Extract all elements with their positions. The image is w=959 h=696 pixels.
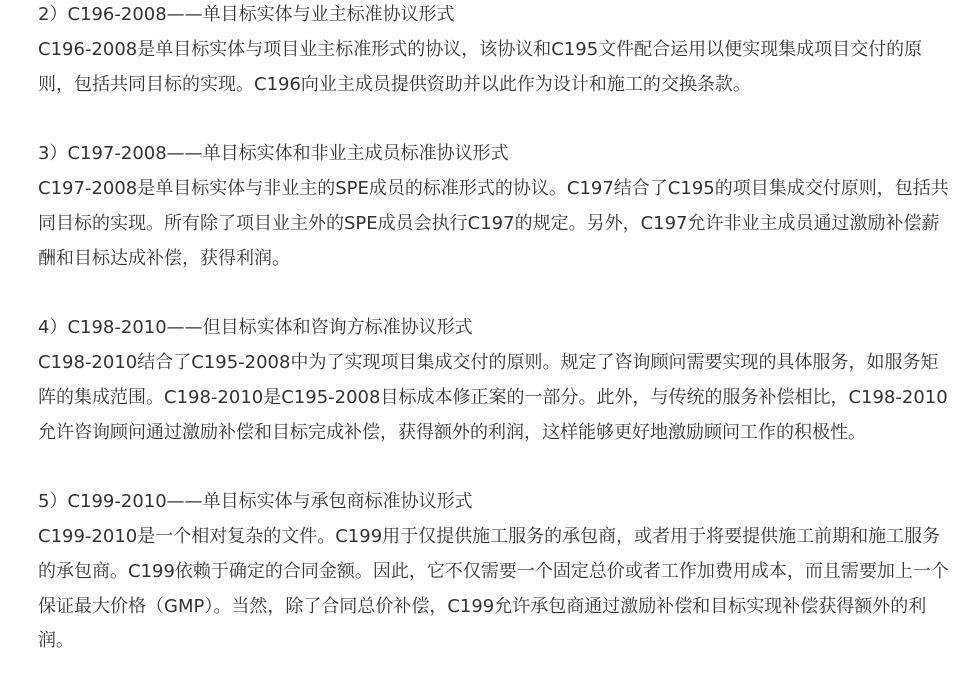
section-paragraph: C196-2008是单目标实体与项目业主标准形式的协议，该协议和C195文件配合运用以便实现集成项目交付的原则，包括共同目标的实现。C196向业主成员提供资助并以此作为设计和施工的交换条款。 bbox=[38, 38, 923, 95]
section-c198 bbox=[38, 311, 956, 450]
section-c196 bbox=[38, 0, 956, 102]
section-paragraph: C198-2010结合了C195-2008中为了实现项目集成交付的原则。规定了咨询顾问需要实现的具体服务，如服务矩阵的集成范围。C198-2010是C195-2008目标成本修正案的一部分。此外，与传统的服务补偿相比，C198-2010允许咨询顾问通过激励补偿和目标完成补偿，获得额外的利润，这样能够更好地激励顾问工作的积极性。 bbox=[38, 351, 948, 443]
section-heading: 2）C196-2008——单目标实体与业主标准协议形式 bbox=[38, 4, 455, 25]
section-c199 bbox=[38, 485, 956, 659]
section-c197 bbox=[38, 137, 956, 276]
section-heading: 3）C197-2008——单目标实体和非业主成员标准协议形式 bbox=[38, 143, 509, 165]
document-body bbox=[38, 0, 956, 659]
section-paragraph: C199-2010是一个相对复杂的文件。C199用于仅提供施工服务的承包商，或者用于将要提供施工前期和施工服务的承包商。C199依赖于确定的合同金额。因此，它不仅需要一个固定总价或者工作加费用成本，而且需要加上一个保证最大价格（GMP）。当然，除了合同总价补偿，C199允许承包商通过激励补偿和目标实现补偿获得额外的利润。 bbox=[38, 525, 949, 652]
section-heading: 4）C198-2010——但目标实体和咨询方标准协议形式 bbox=[38, 317, 473, 339]
section-paragraph: C197-2008是单目标实体与非业主的SPE成员的标准形式的协议。C197结合了C195的项目集成交付原则，包括共同目标的实现。所有除了项目业主外的SPE成员会执行C197的规定。另外，C197允许非业主成员通过激励补偿薪酬和目标达成补偿，获得利润。 bbox=[38, 177, 949, 269]
section-heading: 5）C199-2010——单目标实体与承包商标准协议形式 bbox=[38, 491, 473, 513]
